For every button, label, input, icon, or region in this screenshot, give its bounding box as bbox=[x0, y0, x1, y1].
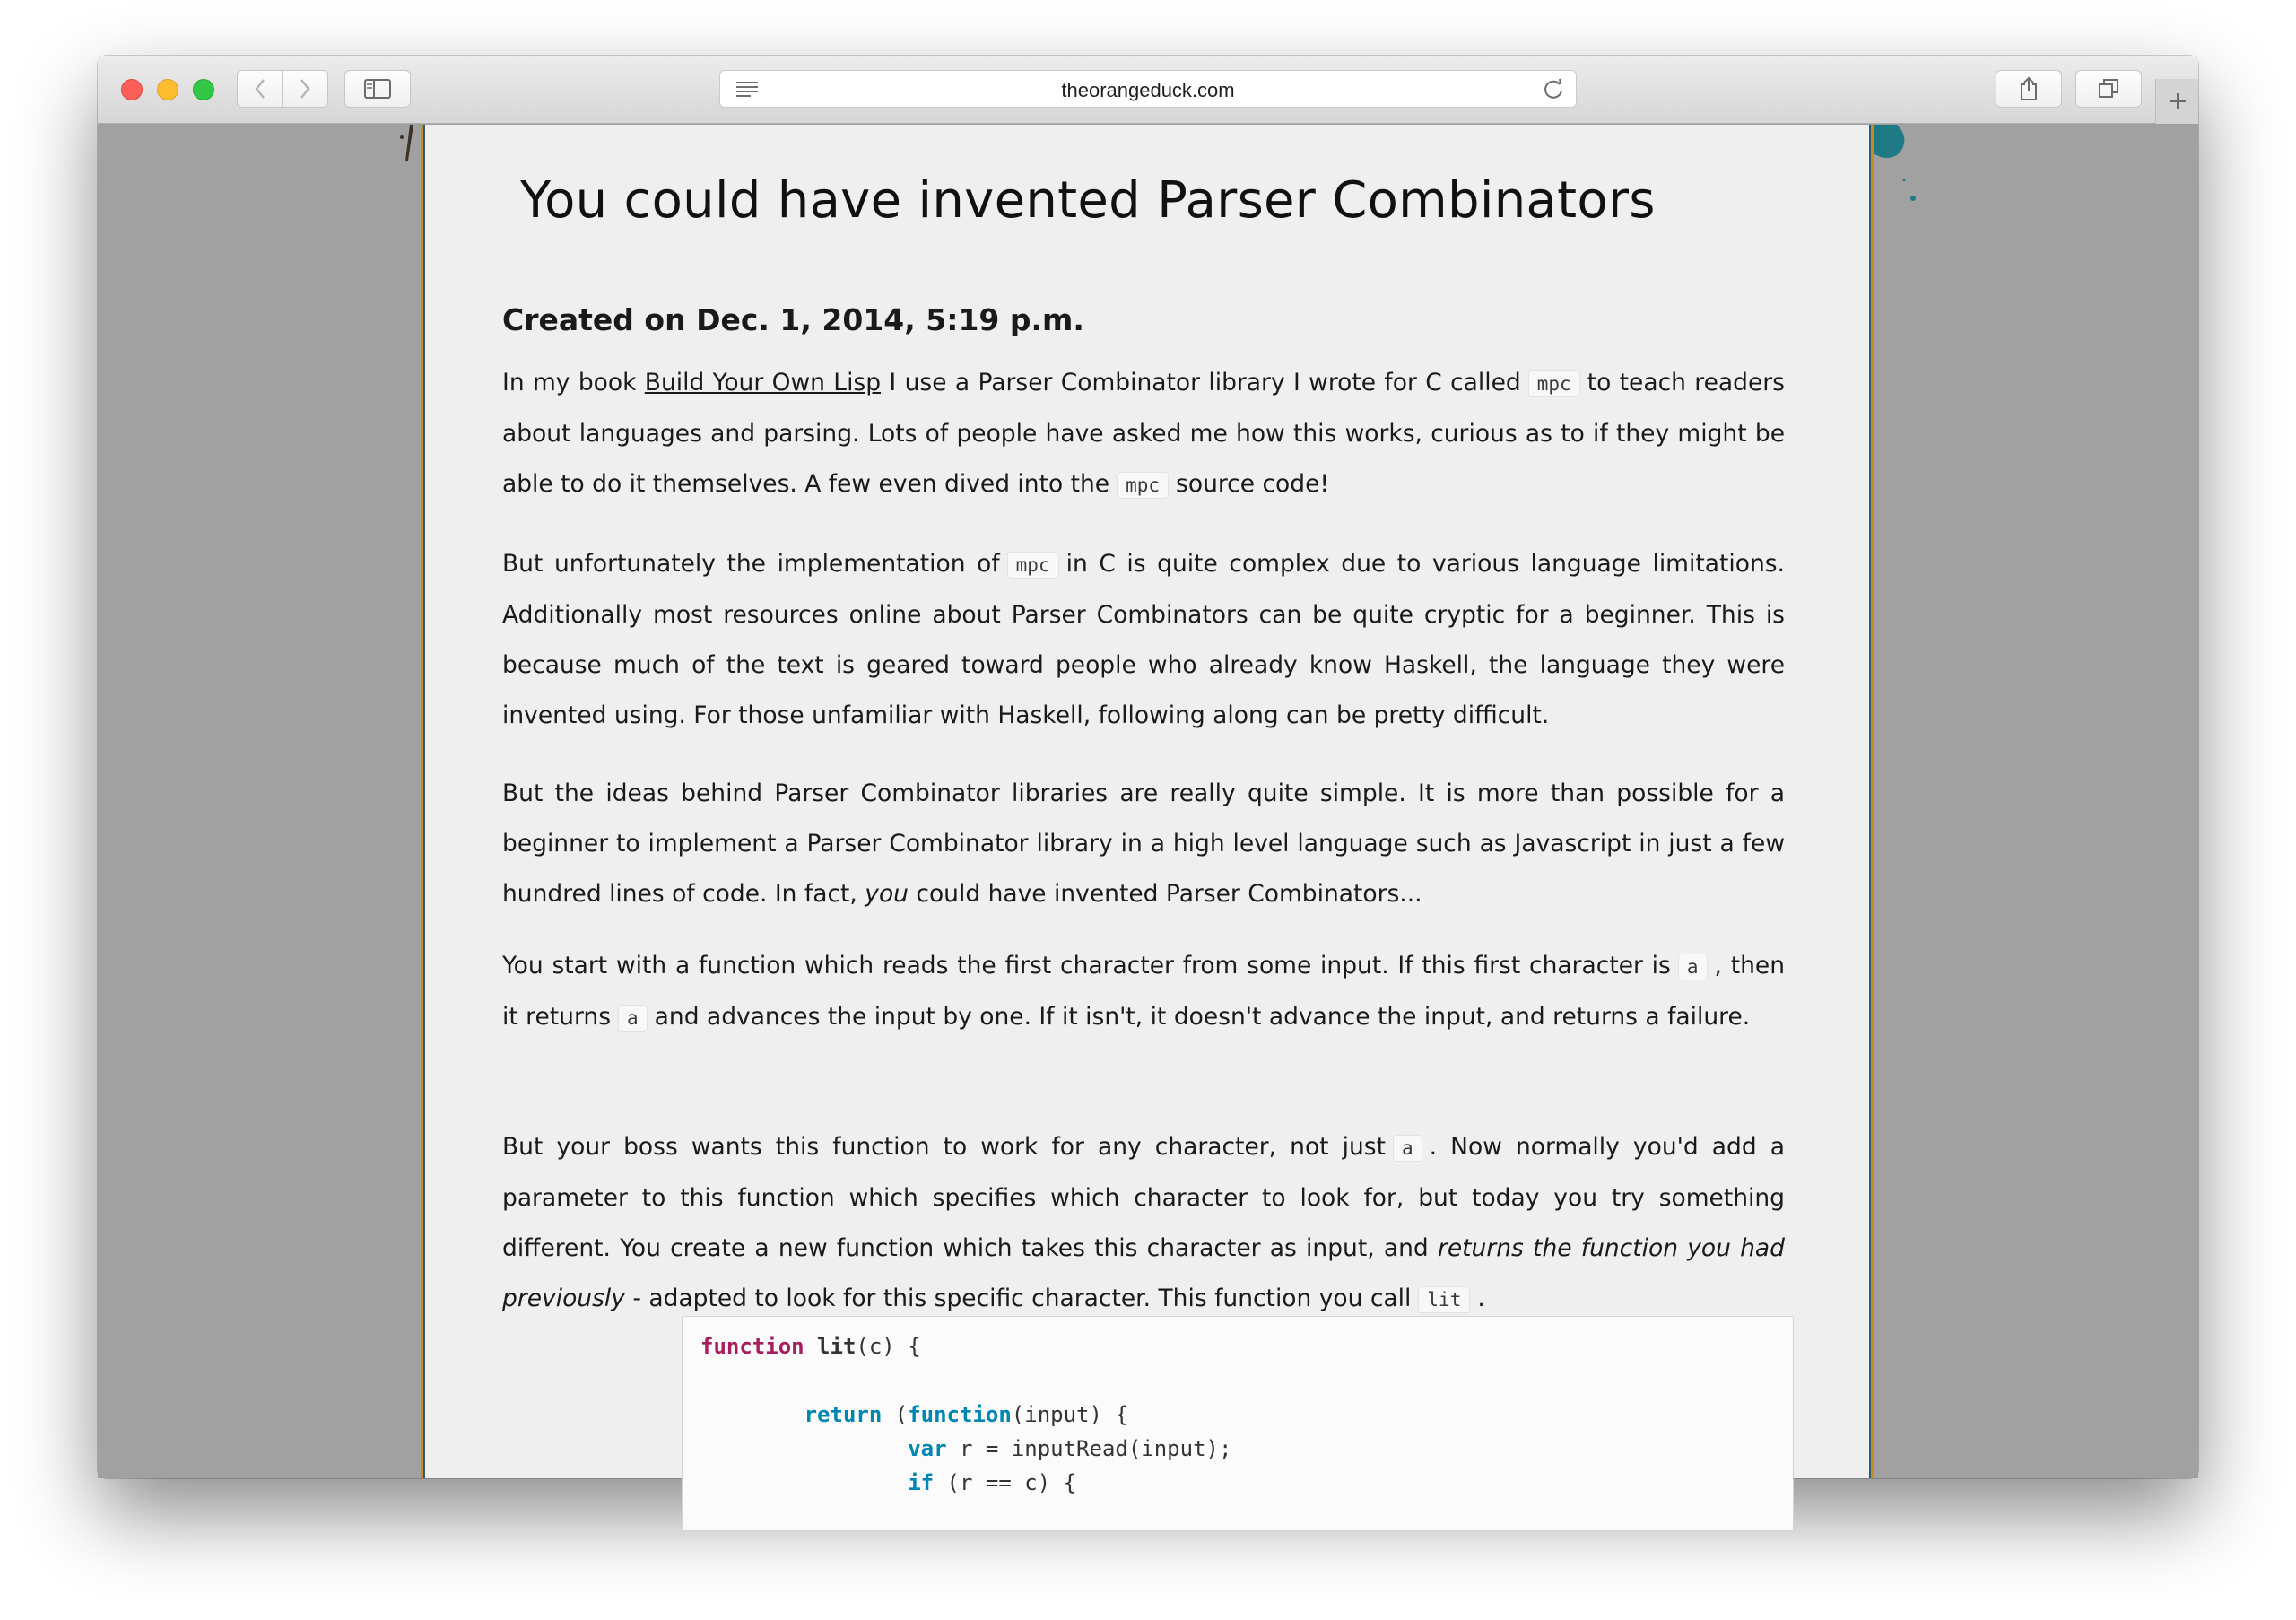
plus-icon bbox=[2168, 91, 2187, 111]
inline-code: mpc bbox=[1117, 472, 1169, 499]
inline-code: a bbox=[618, 1005, 648, 1032]
inline-code: lit bbox=[1418, 1286, 1470, 1313]
code-function-name: lit bbox=[817, 1334, 857, 1359]
close-window-button[interactable] bbox=[121, 79, 143, 100]
paragraph-complexity bbox=[502, 539, 1785, 741]
sidebar-icon bbox=[364, 79, 391, 99]
zoom-window-button[interactable] bbox=[193, 79, 214, 100]
inline-code: a bbox=[1678, 954, 1708, 980]
navigation-buttons bbox=[237, 70, 328, 108]
forward-button[interactable] bbox=[283, 71, 327, 107]
paragraph-first-function bbox=[502, 941, 1785, 1043]
code-block: function lit(c) { return (function(input) { var r = inputRead(input); if (r == c) { bbox=[682, 1316, 1794, 1531]
paragraph-ideas bbox=[502, 769, 1785, 919]
paragraph-text: could have invented Parser Combinators... bbox=[908, 880, 1422, 908]
code-text: (c) { bbox=[856, 1334, 921, 1359]
paragraph-text: , then it returns bbox=[502, 952, 1785, 1031]
show-tabs-button[interactable] bbox=[2075, 70, 2142, 108]
code-keyword: function bbox=[908, 1402, 1012, 1427]
paragraph-text: But your boss wants this function to work for any character, not just bbox=[502, 1133, 1386, 1161]
new-tab-button[interactable] bbox=[2155, 79, 2198, 124]
paragraph-text: But the ideas behind Parser Combinator libraries are really quite simple. It is more than possible for a beginner to implement a Parser Combinator library in a high level language such as Javascript in just a few hundred lines of code. In fact, bbox=[502, 780, 1785, 908]
tabs-overview-icon bbox=[2097, 78, 2120, 100]
code-text: (r == c) { bbox=[934, 1470, 1077, 1495]
browser-toolbar bbox=[98, 56, 2198, 124]
code-keyword: if bbox=[908, 1470, 935, 1495]
paragraph-text: source code! bbox=[1176, 470, 1330, 498]
chevron-left-icon bbox=[254, 78, 266, 100]
paragraph-text: You start with a function which reads the first character from some input. If this first character is bbox=[502, 952, 1671, 980]
article-page bbox=[421, 125, 1874, 1495]
inline-code: mpc bbox=[1528, 370, 1580, 397]
code-text: r = inputRead(input); bbox=[946, 1436, 1232, 1461]
share-icon bbox=[2019, 76, 2039, 101]
paragraph-text: and advances the input by one. If it isn't, it doesn't advance the input, and returns a failure. bbox=[654, 1003, 1751, 1031]
code-keyword: var bbox=[908, 1436, 947, 1461]
paragraph-text: - adapted to look for this specific character. This function you call bbox=[624, 1285, 1412, 1312]
code-text: (input) { bbox=[1011, 1402, 1128, 1427]
inline-code: a bbox=[1393, 1135, 1422, 1162]
emphasis-text: returns the function you had previously bbox=[502, 1234, 1785, 1312]
back-button[interactable] bbox=[238, 71, 283, 107]
paragraph-lit-function bbox=[502, 1122, 1785, 1325]
code-keyword: return bbox=[804, 1402, 883, 1427]
ink-splatter-left bbox=[394, 125, 421, 166]
minimize-window-button[interactable] bbox=[157, 79, 178, 100]
page-title: You could have invented Parser Combinators bbox=[520, 171, 1656, 230]
paragraph-text: In my book bbox=[502, 369, 645, 396]
inline-code: mpc bbox=[1007, 552, 1059, 579]
sidebar-toggle-button[interactable] bbox=[344, 70, 411, 108]
paragraph-intro bbox=[502, 358, 1785, 510]
paragraph-text: . Now normally you'd add a parameter to this function which specifies which character to look for, but today you try something different. You create a new function which takes this character as input, and bbox=[502, 1133, 1785, 1262]
paragraph-text: I use a Parser Combinator library I wrote for C called bbox=[881, 369, 1521, 396]
paragraph-text: in C is quite complex due to various language limitations. Additionally most resources online about Parser Combinators can be quite cryptic for a beginner. This is because much of the text is geared toward people who already know Haskell, the language they were invented using. For those unfamiliar with Haskell, following along can be pretty difficult. bbox=[502, 550, 1785, 729]
code-keyword: function bbox=[700, 1334, 804, 1359]
web-content bbox=[98, 125, 2198, 1495]
reload-icon[interactable] bbox=[1542, 78, 1565, 101]
created-date: Created on Dec. 1, 2014, 5:19 p.m. bbox=[502, 302, 1084, 337]
url-text: theorangeduck.com bbox=[1061, 79, 1235, 101]
emphasis-text: you bbox=[865, 880, 909, 908]
paragraph-text: to teach readers about languages and parsing. Lots of people have asked me how this works, curious as to if they might be able to do it themselves. A few even dived into the bbox=[502, 369, 1785, 498]
chevron-right-icon bbox=[299, 78, 311, 100]
address-bar[interactable] bbox=[719, 70, 1577, 108]
paragraph-text: But unfortunately the implementation of bbox=[502, 550, 1000, 578]
share-button[interactable] bbox=[1996, 70, 2062, 108]
ink-splatter-right bbox=[1874, 125, 1927, 211]
browser-window bbox=[98, 56, 2198, 1495]
build-your-own-lisp-link[interactable]: Build Your Own Lisp bbox=[644, 369, 882, 396]
paragraph-text: . bbox=[1477, 1285, 1485, 1312]
